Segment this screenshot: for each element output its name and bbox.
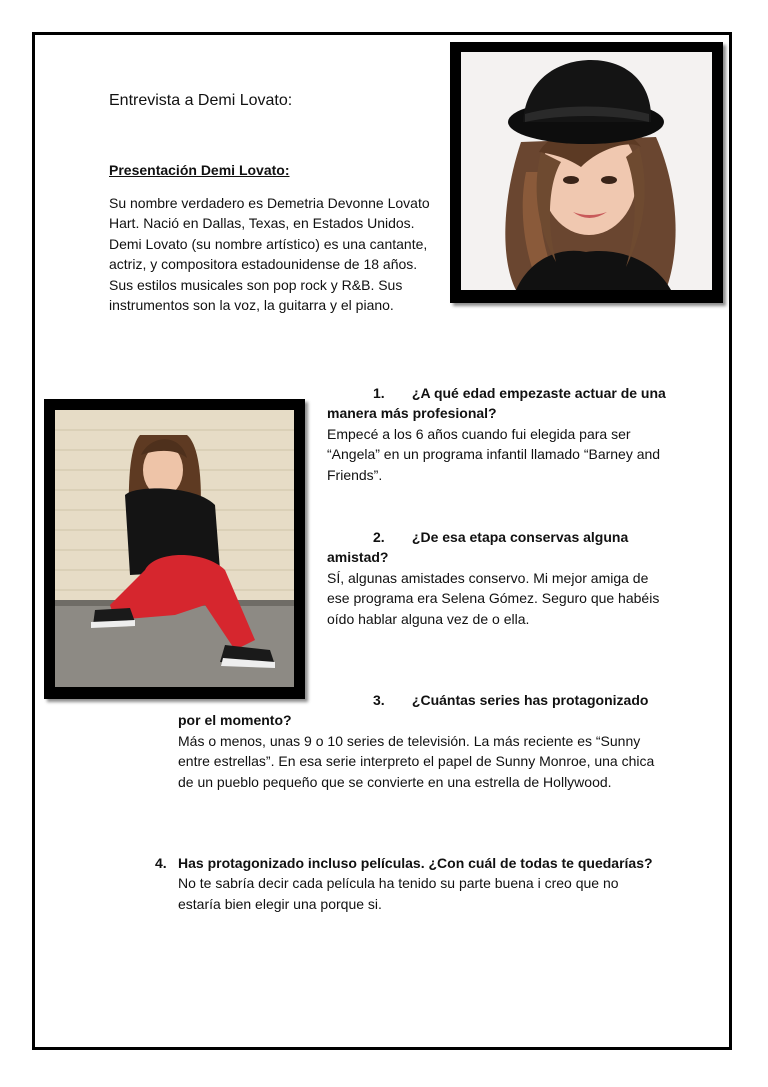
answer-4: No te sabría decir cada película ha tenido su parte buena i creo que no estaría bien elegir una porque si. xyxy=(178,875,619,912)
question-4-number: 4. xyxy=(155,855,167,871)
question-2-heading xyxy=(327,527,667,568)
question-1-heading xyxy=(327,383,667,424)
question-3-heading xyxy=(178,690,658,731)
portrait-photo-hat xyxy=(450,42,723,303)
question-3-number: 3. xyxy=(373,692,385,708)
presentation-heading: Presentación Demi Lovato: xyxy=(109,162,290,178)
question-1-number: 1. xyxy=(373,385,385,401)
answer-2: SÍ, algunas amistades conservo. Mi mejor amiga de ese programa era Selena Gómez. Seguro que habéis oído hablar alguna vez de o ella. xyxy=(327,569,660,627)
question-2-number: 2. xyxy=(373,529,385,545)
page-title: Entrevista a Demi Lovato: xyxy=(109,92,293,109)
portrait-image xyxy=(461,52,712,290)
question-2-text: ¿De esa etapa conservas alguna amistad? xyxy=(327,529,629,566)
sitting-image xyxy=(55,410,294,687)
question-2 xyxy=(327,527,667,629)
question-4 xyxy=(155,853,655,914)
presentation-body xyxy=(109,193,439,315)
answer-1: Empecé a los 6 años cuando fui elegida para ser “Angela” en un programa infantil llamado “Barney and Friends”. xyxy=(327,425,661,483)
question-4-text: Has protagonizado incluso películas. ¿Con cuál de todas te quedarías? xyxy=(178,855,653,871)
sitting-photo xyxy=(44,399,305,699)
question-1 xyxy=(327,383,667,485)
question-3 xyxy=(178,690,658,792)
answer-3: Más o menos, unas 9 o 10 series de televisión. La más reciente es “Sunny entre estrellas”. En esa serie interpreto el papel de Sunny Monroe, una chica de un pueblo pequeño que se convierte en una estrella de Hollywood. xyxy=(178,732,655,790)
question-1-text: ¿A qué edad empezaste actuar de una manera más profesional? xyxy=(327,385,666,422)
presentation-text: Su nombre verdadero es Demetria Devonne Lovato Hart. Nació en Dallas, Texas, en Estados Unidos. Demi Lovato (su nombre artístico) es una cantante, actriz, y compositora estadounidense de 18 años. Sus estilos musicales son pop rock y R&B. Sus instrumentos son la voz, la guitarra y el piano. xyxy=(109,195,430,314)
question-3-text: ¿Cuántas series has protagonizado por el momento? xyxy=(178,692,649,729)
